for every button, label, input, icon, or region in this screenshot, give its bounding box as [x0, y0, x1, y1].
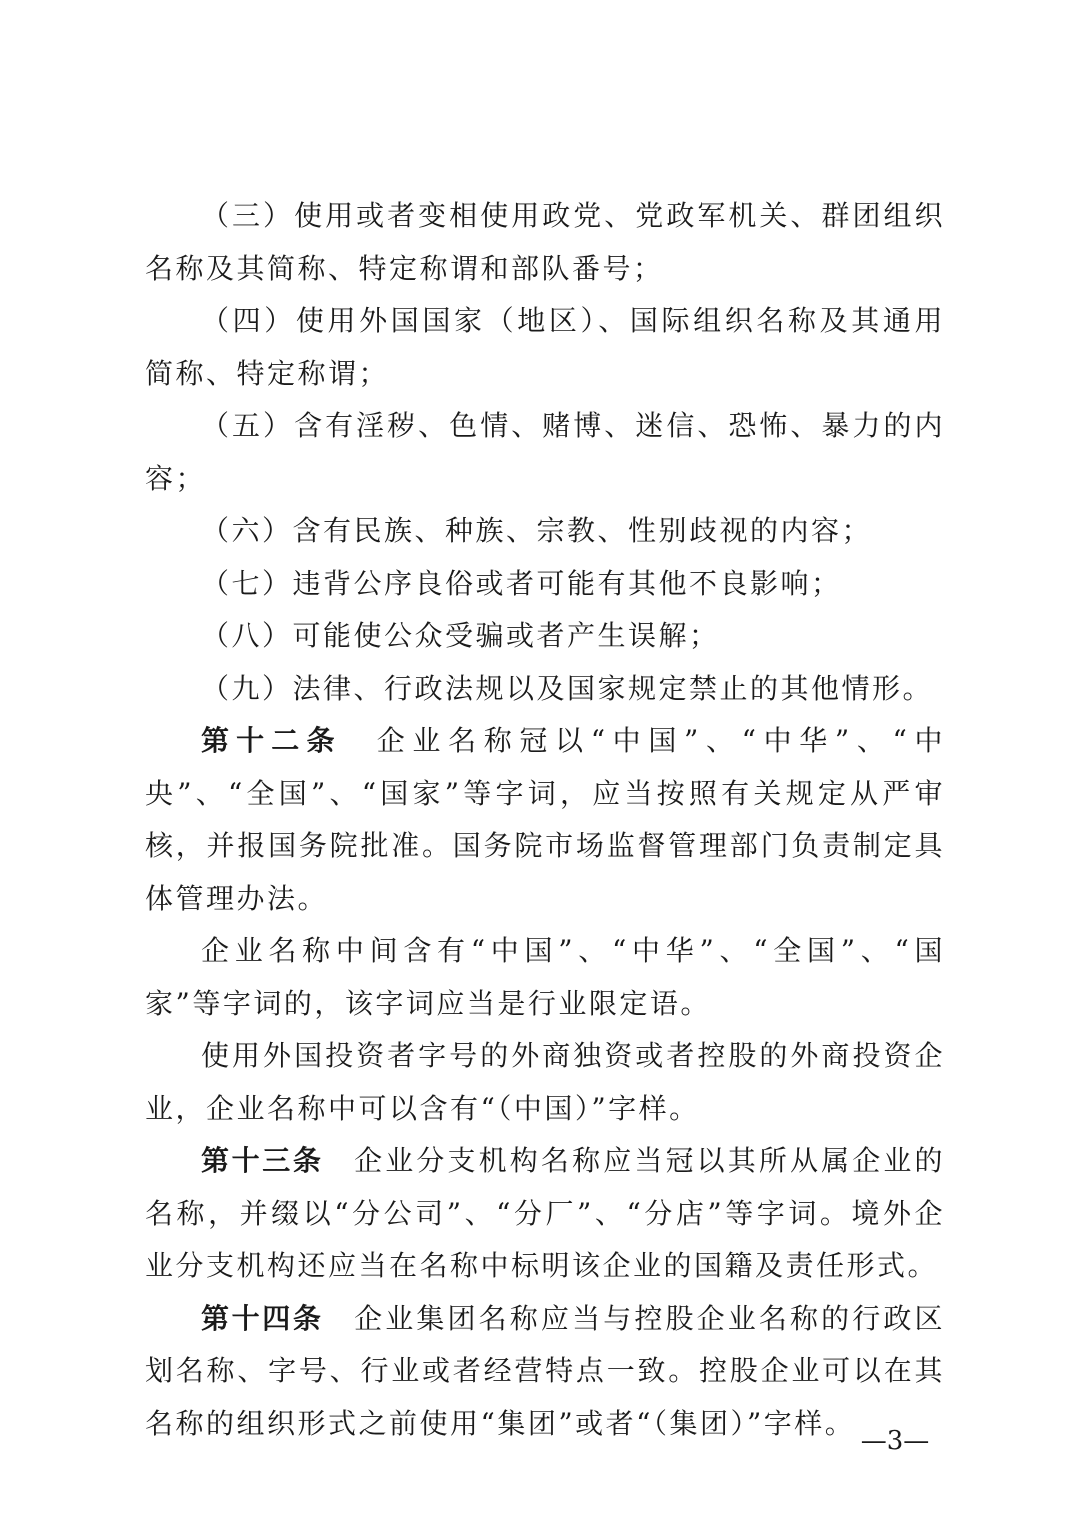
- clause-4: （四）使用外国国家（地区）、国际组织名称及其通用简称、特定称谓；: [145, 304, 945, 390]
- article-14-heading: 第十四条: [201, 1301, 324, 1335]
- article-12-para-2: 企业名称中间含有“中国”、“中华”、“全国”、“国家”等字词的，该字词应当是行业限定语。: [145, 934, 945, 1020]
- page-number: —3—: [860, 1426, 930, 1456]
- article-12-text: 企业名称冠以“中国”、“中华”、“中央”、“全国”、“国家”等字词，应当按照有关规定从严审核，并报国务院批准。国务院市场监督管理部门负责制定具体管理办法。: [145, 724, 945, 915]
- clause-5: （五）含有淫秽、色情、赌博、迷信、恐怖、暴力的内容；: [145, 409, 945, 495]
- article-12-para-3: 使用外国投资者字号的外商独资或者控股的外商投资企业，企业名称中可以含有“（中国）”字样。: [145, 1039, 945, 1125]
- article-13: [145, 1135, 945, 1293]
- article-14-text: 企业集团名称应当与控股企业名称的行政区划名称、字号、行业或者经营特点一致。控股企业可以在其名称的组织形式之前使用“集团”或者“（集团）”字样。: [145, 1301, 945, 1440]
- article-12: [145, 715, 945, 925]
- article-14: [145, 1293, 945, 1451]
- clause-8: （八）可能使公众受骗或者产生误解；: [201, 619, 720, 652]
- clause-7: （七）违背公序良俗或者可能有其他不良影响；: [201, 566, 842, 600]
- article-12-heading: 第十二条: [201, 724, 342, 757]
- document-body: [145, 190, 945, 1450]
- clause-6: （六）含有民族、种族、宗教、性别歧视的内容；: [201, 514, 873, 547]
- clause-9: （九）法律、行政法规以及国家规定禁止的其他情形。: [201, 671, 934, 705]
- article-13-heading: 第十三条: [201, 1144, 324, 1177]
- article-13-text: 企业分支机构名称应当冠以其所从属企业的名称，并缀以“分公司”、“分厂”、“分店”等字词。境外企业分支机构还应当在名称中标明该企业的国籍及责任形式。: [145, 1144, 945, 1282]
- clause-3: （三）使用或者变相使用政党、党政军机关、群团组织名称及其简称、特定称谓和部队番号；: [145, 199, 945, 285]
